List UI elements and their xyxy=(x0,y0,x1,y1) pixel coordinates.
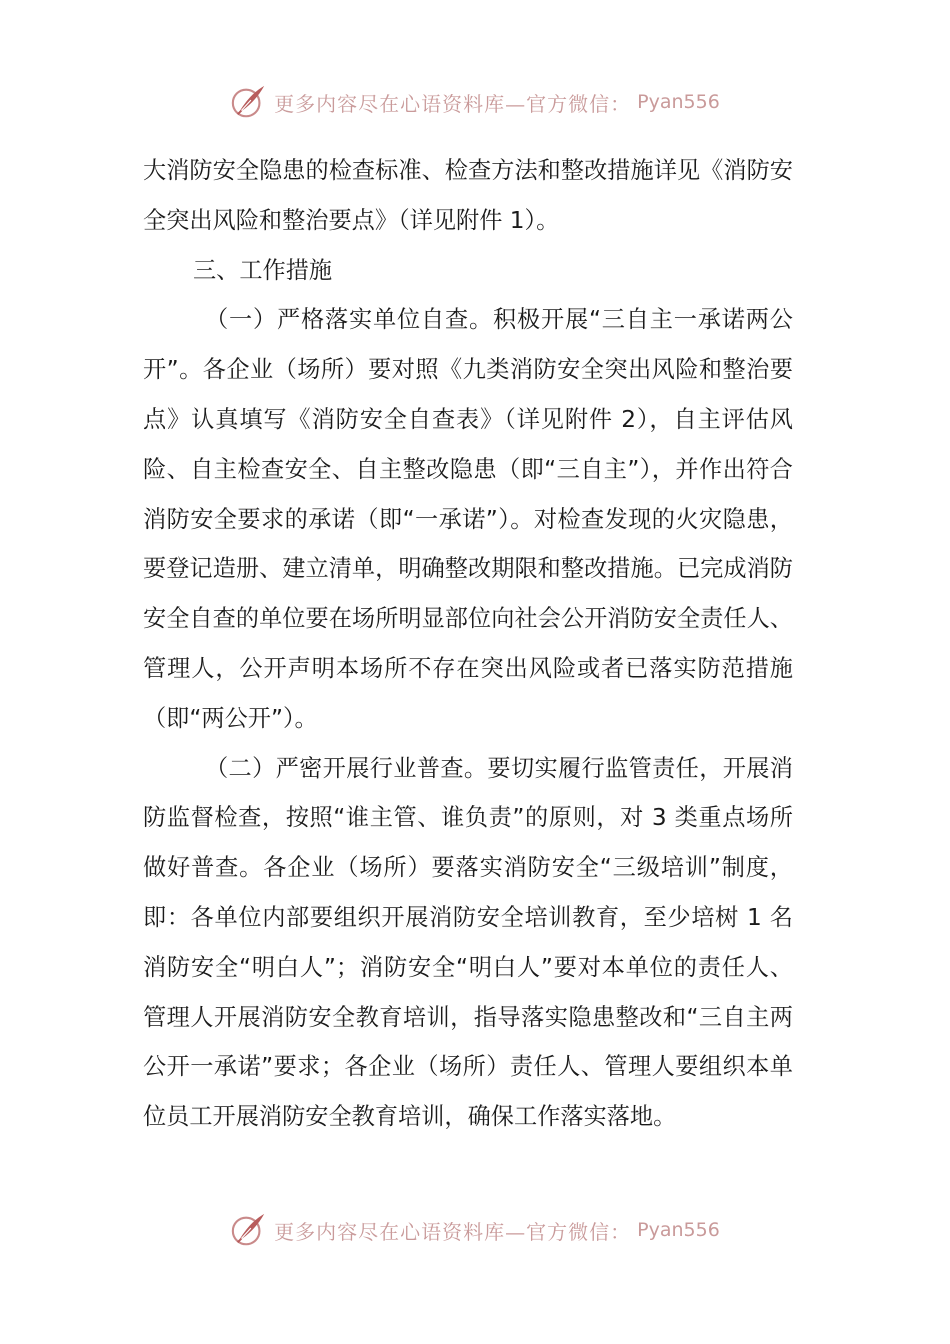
paragraph-continuation: 大消防安全隐患的检查标准、检查方法和整改措施详见《消防安全突出风险和整治要点》（详见附件 1）。 xyxy=(143,157,793,234)
watermark-wechat-id: Pyan556 xyxy=(637,1219,720,1241)
document-body xyxy=(143,146,793,1142)
section-heading-work-measures: 三、工作措施 xyxy=(193,256,333,284)
paragraph-unit-self-inspection: （一）严格落实单位自查。积极开展“三自主一承诺两公开”。各企业（场所）要对照《九类消防安全突出风险和整治要点》认真填写《消防安全自查表》（详见附件 2），自主评估风险、自主检查安全、自主整改隐患（即“三自主”），并作出符合消防安全要求的承诺（即“一承诺”）。对检查发现的火灾隐患，要登记造册、建立清单，明确整改期限和整改措施。已完成消防安全自查的单位要在场所明显部位向社会公开消防安全责任人、管理人，公开声明本场所不存在突出风险或者已落实防范措施（即“两公开”）。 xyxy=(143,306,793,732)
quill-logo-icon xyxy=(230,1211,268,1249)
watermark-text: 更多内容尽在心语资料库—官方微信： xyxy=(274,1219,632,1244)
watermark-wechat-id: Pyan556 xyxy=(637,91,720,113)
paragraph-industry-census: （二）严密开展行业普查。要切实履行监管责任，开展消防监督检查，按照“谁主管、谁负责”的原则，对 3 类重点场所做好普查。各企业（场所）要落实消防安全“三级培训”制度，即：各单位内部要组织开展消防安全培训教育，至少培树 1 名消防安全“明白人”；消防安全“明白人”要对本单位的责任人、管理人开展消防安全教育培训，指导落实隐患整改和“三自主两公开一承诺”要求；各企业（场所）责任人、管理人要组织本单位员工开展消防安全教育培训，确保工作落实落地。 xyxy=(143,754,793,1131)
quill-logo-icon xyxy=(230,83,268,121)
watermark-text: 更多内容尽在心语资料库—官方微信： xyxy=(274,91,632,116)
header-watermark xyxy=(0,80,950,124)
footer-watermark xyxy=(0,1208,950,1252)
